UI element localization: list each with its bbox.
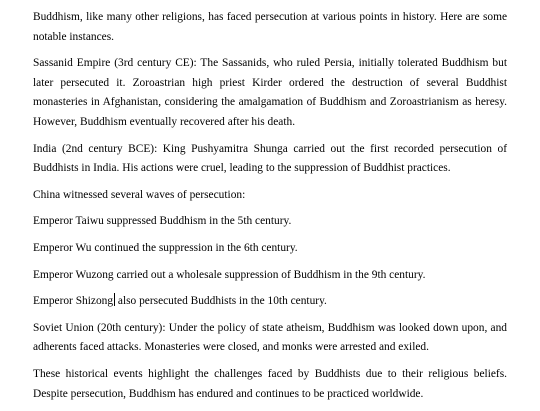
- intro-paragraph: Buddhism, like many other religions, has faced persecution at various points in history. Here are some notable instances.: [33, 11, 507, 43]
- taiwu-paragraph: Emperor Taiwu suppressed Buddhism in the 5th century.: [33, 215, 292, 228]
- shizong-paragraph: [33, 292, 507, 312]
- wu-paragraph: Emperor Wu continued the suppression in the 6th century.: [33, 241, 298, 254]
- shizong-text-start: Emperor Shizong: [33, 295, 114, 308]
- wuzong-paragraph: Emperor Wuzong carried out a wholesale suppression of Buddhism in the 9th century.: [33, 268, 426, 281]
- sassanid-paragraph: Sassanid Empire (3rd century CE): The Sassanids, who ruled Persia, initially tolerated Buddhism but later persecuted it. Zoroastrian high priest Kirder ordered the destruction of several Buddhist monasteries in Afghanistan, considering the amalgamation of Buddhism and Zoroastrianism as heresy. However, Buddhism eventually recovered after his death.: [33, 57, 507, 128]
- shizong-text-end: also persecuted Buddhists in the 10th century.: [115, 295, 327, 308]
- china-paragraph: China witnessed several waves of persecution:: [33, 188, 246, 201]
- document-body[interactable]: [33, 8, 507, 411]
- conclusion-paragraph: These historical events highlight the challenges faced by Buddhists due to their religious beliefs. Despite persecution, Buddhism has endured and continues to be practiced worldwide.: [33, 367, 507, 400]
- soviet-paragraph: Soviet Union (20th century): Under the policy of state atheism, Buddhism was looked down upon, and adherents faced attacks. Monasteries were closed, and monks were arrested and exiled.: [33, 321, 507, 354]
- india-paragraph: India (2nd century BCE): King Pushyamitra Shunga carried out the first recorded persecution of Buddhists in India. His actions were cruel, leading to the suppression of Buddhist practices.: [33, 142, 507, 175]
